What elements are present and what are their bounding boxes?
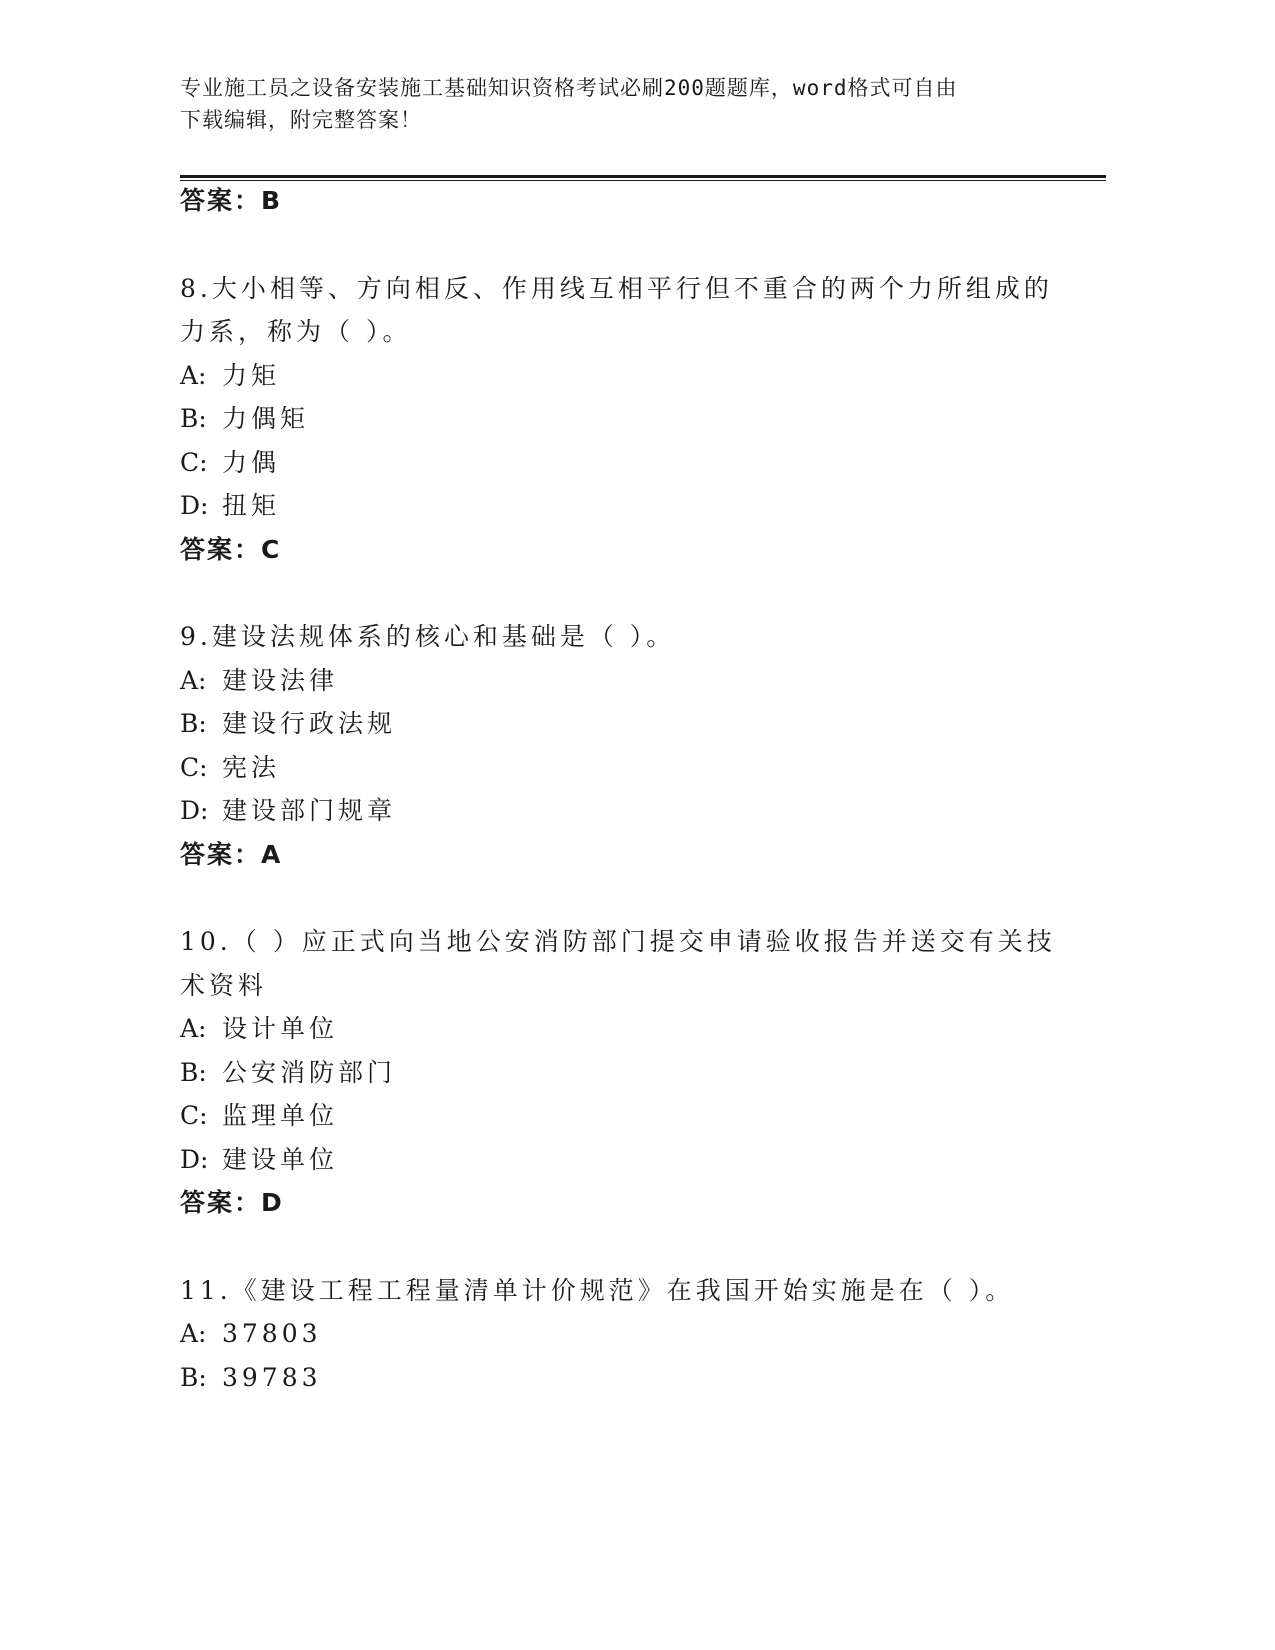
question-11-option-b — [180, 1363, 322, 1393]
option-text: 建设单位 — [222, 1145, 339, 1174]
question-10-option-d — [180, 1145, 338, 1175]
option-key: A: — [180, 1014, 207, 1043]
question-9-stem-line-1: 9.建设法规体系的核心和基础是（ ）。 — [180, 622, 676, 651]
question-10-option-a — [180, 1014, 338, 1044]
header-line-1: 专业施工员之设备安装施工基础知识资格考试必刷200题题库，word格式可自由 — [180, 76, 958, 100]
option-text: 设计单位 — [222, 1014, 339, 1043]
option-text: 37803 — [222, 1319, 322, 1348]
question-8-option-c — [180, 448, 280, 478]
option-text: 扭矩 — [222, 491, 281, 520]
option-key: B: — [180, 709, 207, 738]
option-text: 建设行政法规 — [222, 709, 397, 738]
question-8-answer: 答案：C — [180, 535, 282, 564]
header-divider-thin — [180, 180, 1106, 181]
option-key: D: — [180, 491, 209, 520]
option-text: 建设法律 — [222, 666, 339, 695]
question-9-answer: 答案：A — [180, 840, 283, 869]
option-text: 宪法 — [222, 753, 281, 782]
option-key: C: — [180, 448, 208, 477]
option-key: D: — [180, 1145, 209, 1174]
header-divider-thick — [180, 175, 1106, 178]
option-text: 公安消防部门 — [222, 1058, 397, 1087]
question-10-stem-line-1: 10.（ ）应正式向当地公安消防部门提交申请验收报告并送交有关技 — [180, 927, 1056, 956]
question-9-option-c — [180, 753, 280, 783]
question-10-option-c — [180, 1101, 338, 1131]
option-text: 力矩 — [222, 361, 281, 390]
question-8-stem-line-2: 力系，称为（ ）。 — [180, 317, 412, 346]
option-key: D: — [180, 796, 209, 825]
option-text: 39783 — [222, 1363, 322, 1392]
option-key: A: — [180, 1319, 207, 1348]
option-key: B: — [180, 1363, 207, 1392]
question-8-stem-line-1: 8.大小相等、方向相反、作用线互相平行但不重合的两个力所组成的 — [180, 274, 1053, 303]
question-10-answer: 答案：D — [180, 1188, 284, 1217]
option-key: C: — [180, 753, 208, 782]
option-text: 力偶矩 — [222, 404, 310, 433]
question-11-stem-line-1: 11.《建设工程工程量清单计价规范》在我国开始实施是在（ ）。 — [180, 1276, 1015, 1305]
option-key: A: — [180, 666, 207, 695]
question-8-option-d — [180, 491, 280, 521]
option-key: A: — [180, 361, 207, 390]
question-10-stem-line-2: 术资料 — [180, 971, 268, 1000]
document-header — [180, 72, 1060, 136]
option-text: 监理单位 — [222, 1101, 339, 1130]
question-10-option-b — [180, 1058, 396, 1088]
option-key: B: — [180, 1058, 207, 1087]
question-9-option-d — [180, 796, 396, 826]
header-line-2: 下载编辑，附完整答案！ — [180, 108, 422, 132]
question-9-option-b — [180, 709, 396, 739]
question-8-option-b — [180, 404, 309, 434]
question-8-option-a — [180, 361, 280, 391]
option-text: 力偶 — [222, 448, 281, 477]
option-text: 建设部门规章 — [222, 796, 397, 825]
option-key: C: — [180, 1101, 208, 1130]
option-key: B: — [180, 404, 207, 433]
question-11-option-a — [180, 1319, 322, 1349]
answer-prev: 答案：B — [180, 186, 283, 215]
question-9-option-a — [180, 666, 338, 696]
